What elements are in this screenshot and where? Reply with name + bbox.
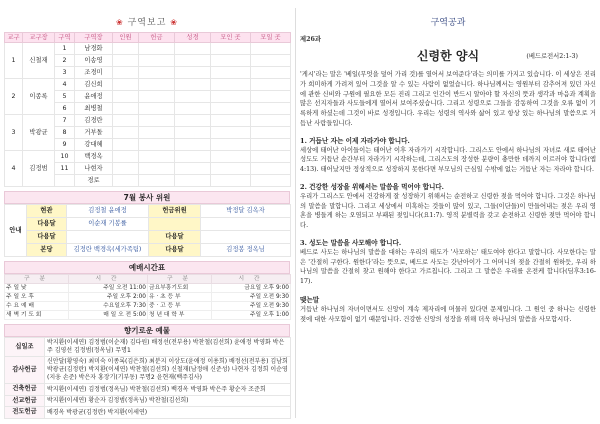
lesson-header: 구역공과 [430,18,466,28]
group-leader: 김경란 [75,115,113,127]
group-number: 3 [55,67,75,79]
report-blank-cell [251,79,291,91]
report-title: 구역보고 [127,18,167,28]
report-blank-cell [113,55,139,67]
worship-table [4,274,291,320]
group-leader: 나현자 [75,163,113,175]
worship-section [4,261,290,320]
point-heading: 3. 성도는 말씀을 사모해야 합니다. [300,238,402,247]
report-blank-cell [175,55,211,67]
parish-leader: 신철재 [23,43,55,79]
service-section [4,191,290,257]
offering-row [5,407,291,419]
report-blank-cell [175,103,211,115]
report-blank-cell [251,43,291,55]
report-blank-cell [211,67,251,79]
report-blank-cell [211,163,251,175]
report-blank-cell [113,127,139,139]
offering-type: 건축헌금 [5,384,45,396]
worship-name: 주 일 낮 [5,284,69,293]
report-row [5,79,291,91]
report-blank-cell [113,139,139,151]
parish-number: 2 [5,79,23,115]
report-blank-cell [139,127,175,139]
report-blank-cell [139,163,175,175]
flower-icon: ❀ [170,18,178,27]
report-blank-cell [139,67,175,79]
worship-column-header: 시 간 [212,275,291,284]
service-members: 이순재 기봉률 [67,218,149,231]
worship-name: 금요부흥기도회 [148,284,212,293]
report-header [4,14,290,32]
group-leader: 강대혜 [75,139,113,151]
report-column-header: 구역장 [75,33,113,43]
service-members [67,231,149,244]
offering-names: 박지환(이세연) 김정범(이순재) 김다원) 배정선(전부용) 박찬철(김선희) 윤애정 박영화 박은주 김영선 김정범(정옥님) 무명1 [45,338,291,357]
report-blank-cell [175,43,211,55]
point-paragraph: 베드로 사도는 하나님의 말씀을 대하는 우리의 태도가 '사모하는' 태도여야 한다고 말합니다. 사모한다는 말은 '간절히 구한다. 원한다'라는 뜻으로, 베드로 사도는 갓난아이가 그 어머니의 젖을 간절히 원하듯, 우리 하나님의 말씀을 간절히 찾고 원해야 한다고 가르칩니다. 그리고 그 말씀은 우리를 온전케 합니다(딤후3:16-17). [300,248,596,285]
service-role: 다용달 [149,231,201,244]
application-heading: 맺는말 [300,295,320,304]
group-leader: 남경화 [75,43,113,55]
service-role: 헌금위원 [149,205,201,218]
report-blank-cell [113,67,139,79]
report-blank-cell [211,55,251,67]
report-blank-cell [251,115,291,127]
report-row [5,43,291,55]
report-blank-cell [113,43,139,55]
worship-title: 예배시간표 [4,261,290,274]
report-blank-cell [113,79,139,91]
left-column [4,14,290,419]
report-blank-cell [211,151,251,163]
group-leader: 김신희 [75,79,113,91]
group-leader: 조경미 [75,67,113,79]
report-blank-cell [211,139,251,151]
group-number: 8 [55,127,75,139]
flower-icon: ❀ [116,18,124,27]
report-blank-cell [139,139,175,151]
report-blank-cell [113,103,139,115]
offering-names: 배경옥 박광균(김정란) 박지환(이세연) [45,407,291,419]
report-blank-cell [211,115,251,127]
worship-time: 주일 오전 9:30 [212,293,291,302]
report-blank-cell [113,91,139,103]
offering-type: 선교헌금 [5,395,45,407]
report-blank-cell [139,43,175,55]
service-members: 박정달 김옥자 [201,205,291,218]
report-blank-cell [175,79,211,91]
report-blank-cell [139,151,175,163]
column-divider [295,8,296,418]
worship-time: 금요일 오후 9:00 [212,284,291,293]
report-blank-cell [175,175,211,187]
report-blank-cell [139,175,175,187]
offering-names: 신안달(황영숙) 최미숙 이종록(김은희) 최분지 이상도(윤애정 이용희) 배정선(전부용) 김남희 박광균(김정란) 박지환(이세연) 박찬철(김선희) 신철재(남정애 신준성) 나현자 김정희 이순영(지웅 손준) 박은자 홍장기(기부동) 무명2 윤현재(백주김사) [45,357,291,384]
group-number: 7 [55,115,75,127]
worship-column-header: 구 분 [5,275,69,284]
sermon-title-row [300,47,596,64]
point-heading: 2. 건강한 성장을 위해서는 말씀을 먹어야 합니다. [300,182,444,191]
report-blank-cell [175,115,211,127]
offering-row [5,357,291,384]
intro-paragraph: '게시'라는 말은 '베일(무엇을 덮어 가리 것)를 열어서 보여준다'라는 의미를 가지고 있습니다. 이 세상은 진리가 희미하게 가려져 있어 그것을 알 수 있는 사람이 없었습니다. 하나님께서는 영원부터 감추어져 있던 자신에 관한 신비와 구원에 필요한 모든 진리 그리고 인간이 반드시 알아야 할 자신의 뜻과 생각과 마음과 계획을 많은 선지자들과 사도들에게 열어서 보여주셨습니다. 그리고 성령으로 그들을 감동하여 그것을 오류 없이 기록하게 하셨는데 그것이 바로 성경입니다. 우리는 성령의 역사와 삶어 있고 항상 있는 하나님의 말씀으로 거듭난 사람들입니다. [300,71,596,127]
group-number: 11 [55,163,75,175]
report-row [5,115,291,127]
report-blank-cell [113,175,139,187]
service-members: 김정란 백경옥(세가족팀) [67,244,149,257]
report-blank-cell [175,139,211,151]
service-label: 안내 [5,205,27,257]
service-row [5,205,291,218]
worship-row [5,293,291,302]
offering-row [5,395,291,407]
report-blank-cell [251,127,291,139]
group-number: 10 [55,151,75,163]
offering-names: 박지환(이세연) 황순자 김정범(정옥님) 박찬철(김선희) [45,395,291,407]
sermon-title: 신령한 양식 [416,49,480,63]
report-column-header: 성경 [175,33,211,43]
worship-name: 새 벽 기 도 회 [5,311,69,320]
service-role: 다용달 [27,218,67,231]
parish-number: 4 [5,151,23,187]
district-report-table [4,32,291,187]
service-members: 김정봉 정옥님 [201,244,291,257]
service-role [149,218,201,231]
report-row [5,151,291,163]
service-members: 김정철 윤애정 [67,205,149,218]
offering-type: 감사헌금 [5,357,45,384]
report-blank-cell [211,43,251,55]
worship-time: 매 일 오 전 5:00 [69,311,148,320]
offering-row [5,384,291,396]
group-leader: 윤애정 [75,91,113,103]
group-number: 5 [55,91,75,103]
group-leader: 경로 [75,175,113,187]
report-blank-cell [251,175,291,187]
lesson-number: 제26과 [300,36,321,43]
service-table [4,204,291,257]
parish-leader: 김정범 [23,151,55,187]
report-blank-cell [113,151,139,163]
group-number [55,175,75,187]
service-row [5,218,291,231]
worship-row [5,284,291,293]
point-paragraph: 우리가 그리스도 안에서 건강하게 잘 성장하기 위해서는 순전하고 신령한 젖을 먹어야 합니다. 그것은 하나님의 말씀을 말합니다. 그리고 세상에서 미혹하는 것들이 많이 있고, 그들(이단들)이 만들어내는 젖은 우리 영혼을 병들게 하는 오염되고 부패된 젖입니다(요1:7). 영적 분별력을 갖고 순전하고 신령한 젖만 먹어야 합니다. [300,192,596,229]
service-members [201,218,291,231]
group-number: 2 [55,55,75,67]
report-blank-cell [251,67,291,79]
worship-name: 주 일 오 후 [5,293,69,302]
report-blank-cell [139,103,175,115]
offering-section [4,324,290,419]
point-heading: 1. 거듭난 자는 이제 자라가야 합니다. [300,136,410,145]
worship-time: 주일 오후 1:00 [212,311,291,320]
report-column-header: 인원 [113,33,139,43]
report-blank-cell [211,127,251,139]
service-title: 7월 봉사 위원 [4,191,290,204]
report-blank-cell [251,55,291,67]
service-role: 다용달 [27,231,67,244]
group-number: 4 [55,79,75,91]
report-blank-cell [139,55,175,67]
application-paragraph: 거듭난 하나님의 자녀이면서도 신앙이 계속 제자리에 머물러 있다면 문제입니다. 그 원인 중 하나는 신령한 젖에 대한 사모함이 없기 때문입니다. 건강한 신앙의 성장을 위해 더욱 하나님의 말씀을 사모합시다. [300,305,596,323]
service-row [5,231,291,244]
lesson-points [300,135,596,287]
group-leader: 거부돌 [75,127,113,139]
report-blank-cell [175,91,211,103]
parish-number: 1 [5,43,23,79]
report-blank-cell [211,79,251,91]
report-blank-cell [175,163,211,175]
offering-names: 박지환(이세연) 김정범(정옥님) 박찬철(김선희) 백경옥 박영화 박은주 황순자 조준희 [45,384,291,396]
worship-time: 주일 오후 2:00 [69,293,148,302]
group-number: 1 [55,43,75,55]
group-leader: 이송영 [75,55,113,67]
report-blank-cell [251,163,291,175]
report-blank-cell [211,103,251,115]
worship-name: 유 · 초 등 부 [148,293,212,302]
parish-leader: 이종록 [23,79,55,115]
group-number: 6 [55,103,75,115]
report-column-header: 교구 [5,33,23,43]
worship-name: 청 년 대 학 부 [148,311,212,320]
report-blank-cell [139,79,175,91]
report-blank-cell [175,67,211,79]
report-column-header: 모인 곳 [211,33,251,43]
report-blank-cell [113,115,139,127]
report-blank-cell [175,127,211,139]
report-blank-cell [113,163,139,175]
parish-number: 3 [5,115,23,151]
service-role: 다용달 [149,244,201,257]
worship-time: 주일 오전 9:30 [212,302,291,311]
report-column-header: 구역 [55,33,75,43]
report-blank-cell [251,151,291,163]
service-row [5,244,291,257]
group-leader: 백경옥 [75,151,113,163]
scripture-reference: (베드로전서2:1-3) [526,53,578,60]
report-blank-cell [251,139,291,151]
report-column-header: 교구장 [23,33,55,43]
report-blank-cell [175,151,211,163]
point-paragraph: 세상에 태어난 아이들이는 태어난 이후 자라가기 시작합니다. 그리스도 안에서 하나님의 자녀로 새로 태어난 성도도 거듭난 순간부터 자라가기 시작하는데, 그리스도의 장성한 분량이 충만한 데까지 이르러야 합니다(엡4:13). 태어났지만 정상적으로 성장하지 못한다면 부모님의 근심일 수밖에 없는 거듭난 자는 자라야 합니다. [300,146,596,173]
offering-type: 전도헌금 [5,407,45,419]
report-blank-cell [139,91,175,103]
worship-row [5,311,291,320]
report-blank-cell [211,91,251,103]
service-members [201,231,291,244]
report-blank-cell [139,115,175,127]
right-column [300,14,596,324]
service-role: 현관 [27,205,67,218]
worship-row [5,302,291,311]
worship-time: 수요일오후 7:30 [69,302,148,311]
offering-row [5,338,291,357]
worship-name: 중 · 고 등 부 [148,302,212,311]
offering-table [4,337,291,419]
worship-time: 주일 오전 11:00 [69,284,148,293]
report-blank-cell [251,103,291,115]
offering-type: 십일조 [5,338,45,357]
report-blank-cell [211,175,251,187]
report-column-header: 모일 곳 [251,33,291,43]
group-number: 9 [55,139,75,151]
worship-name: 수 요 예 배 [5,302,69,311]
parish-leader: 박광균 [23,115,55,151]
service-role: 본당 [27,244,67,257]
report-column-header: 헌금 [139,33,175,43]
offering-title: 향기로운 예물 [4,324,290,337]
report-blank-cell [251,91,291,103]
worship-column-header: 시 간 [69,275,148,284]
worship-column-header: 구 분 [148,275,212,284]
group-leader: 최병철 [75,103,113,115]
